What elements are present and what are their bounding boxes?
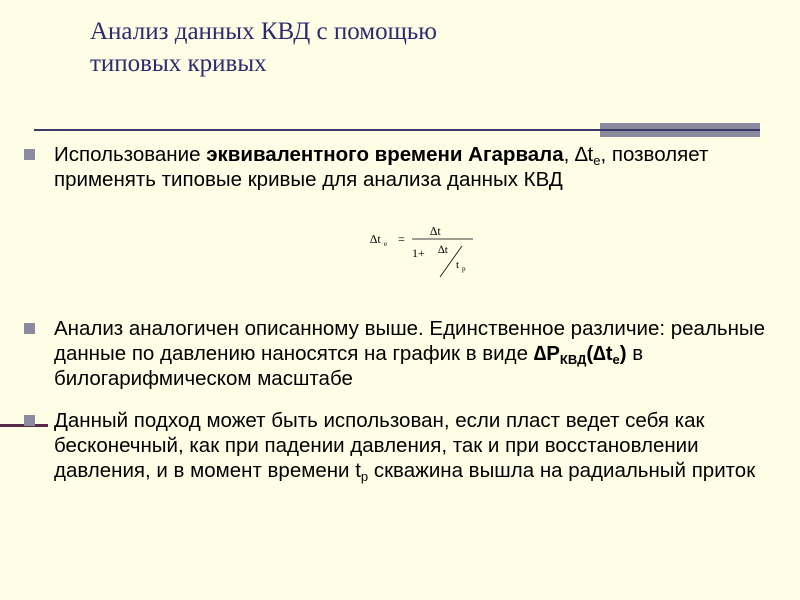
bullet-text-3	[54, 408, 790, 483]
slide-title	[90, 16, 437, 80]
bullet-2-subscript-e: e	[612, 352, 620, 367]
bullet-2-text-start: Анализ аналогичен описанному выше. Единственное различие: реальные данные по давлению наносятся на график в виде	[54, 317, 766, 365]
formula-equals: =	[398, 232, 405, 246]
square-bullet-icon	[24, 323, 35, 334]
title-divider	[34, 129, 760, 131]
bullet-1-subscript-e: e	[593, 153, 601, 168]
formula-inner-numerator: ∆t	[438, 244, 448, 256]
bullet-3-subscript-p: p	[360, 469, 369, 484]
bullet-2-delta-t: (∆t	[586, 342, 613, 365]
bullet-1-text-start: Использование	[54, 143, 207, 166]
formula-inner-denominator-subscript: p	[462, 265, 466, 273]
formula-numerator: ∆t	[430, 224, 441, 238]
bullet-1-text-end: , позволяет применять типовые кривые для анализа данных КВД	[54, 143, 709, 191]
formula-lhs-subscript: e	[384, 240, 388, 248]
bullet-3-text-end: скважина вышла на радиальный приток	[368, 459, 756, 482]
formula-inner-denominator: t	[456, 259, 460, 271]
bullet-text-1	[54, 142, 790, 192]
bullet-1-delta-t: , ∆t	[563, 143, 594, 166]
agarwal-formula	[368, 222, 478, 278]
bullet-1-bold-term: эквивалентного времени Агарвала	[206, 143, 564, 166]
bullet-2-subscript-kvd: КВД	[559, 352, 587, 367]
bullet-text-2	[54, 316, 790, 391]
bullet-2-close-paren: )	[619, 342, 627, 365]
square-bullet-icon	[24, 149, 35, 160]
slide-title-line-1: Анализ данных КВД с помощью	[90, 18, 437, 45]
bullet-2-text-end: в билогарифмическом масштабе	[54, 342, 644, 390]
slide-title-line-2: типовых кривых	[90, 50, 267, 77]
bullet-3-text-start: Данный подход может быть использован, если пласт ведет себя как бесконечный, как при падении давления, так и при восстановлении давления, и в момент времени t	[54, 409, 705, 482]
formula-lhs-delta-t: ∆t	[370, 232, 381, 246]
square-bullet-icon	[24, 415, 35, 426]
bullet-2-delta-p: ∆P	[533, 342, 560, 365]
formula-denominator-one-plus: 1+	[412, 246, 425, 260]
